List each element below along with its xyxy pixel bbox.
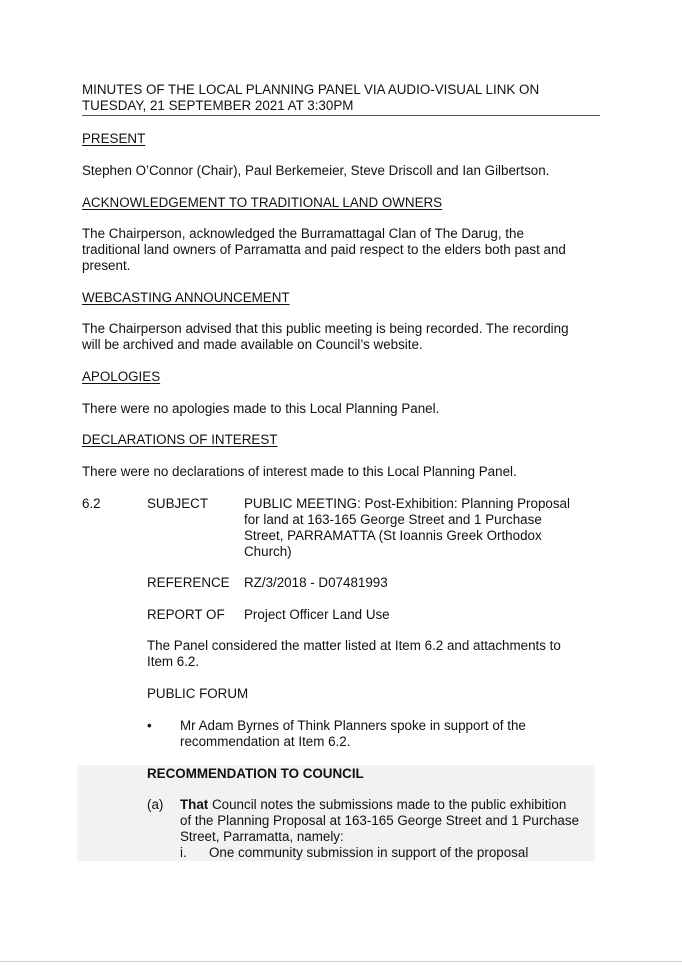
considered-line-2: Item 6.2. (147, 654, 200, 669)
report-label: REPORT OF (147, 607, 225, 622)
minutes-title (82, 82, 539, 114)
title-line-1: MINUTES OF THE LOCAL PLANNING PANEL VIA AUDIO-VISUAL LINK ON (82, 82, 540, 97)
forum-line-2: recommendation at Item 6.2. (180, 734, 351, 749)
report-value: Project Officer Land Use (244, 607, 390, 622)
subject-line-2: for land at 163-165 George Street and 1 Purchase (244, 512, 542, 527)
page-bottom-edge (0, 961, 682, 962)
rec-bold-that: That (180, 797, 209, 812)
webcasting-heading: WEBCASTING ANNOUNCEMENT (82, 290, 290, 305)
reference-value: RZ/3/2018 - D07481993 (244, 575, 388, 590)
apologies-text: There were no apologies made to this Local Planning Panel. (82, 401, 440, 416)
acknowledgement-line-2: traditional land owners of Parramatta and paid respect to the elders both past and (82, 242, 566, 257)
acknowledgement-text (82, 226, 566, 274)
considered-line-1: The Panel considered the matter listed at Item 6.2 and attachments to (147, 638, 561, 653)
reference-label: REFERENCE (147, 575, 230, 590)
rec-line-1-rest: Council notes the submissions made to the public exhibition (208, 797, 567, 812)
declarations-text: There were no declarations of interest made to this Local Planning Panel. (82, 464, 517, 479)
webcasting-line-2: will be archived and made available on Council’s website. (82, 337, 423, 352)
sub-marker: i. (180, 845, 187, 860)
forum-item (180, 718, 526, 750)
rec-line-3: Street, Parramatta, namely: (180, 829, 344, 844)
bullet-marker: • (147, 718, 152, 733)
considered-text (147, 638, 561, 670)
forum-line-1: Mr Adam Byrnes of Think Planners spoke in support of the (180, 718, 526, 733)
item-number: 6.2 (82, 496, 101, 511)
declarations-heading: DECLARATIONS OF INTEREST (82, 432, 278, 447)
acknowledgement-line-3: present. (82, 258, 131, 273)
rec-marker: (a) (147, 797, 164, 812)
rec-line-2: of the Planning Proposal at 163-165 George Street and 1 Purchase (180, 813, 580, 828)
webcasting-line-1: The Chairperson advised that this public meeting is being recorded. The recording (82, 321, 569, 336)
subject-line-4: Church) (244, 544, 292, 559)
recommendation-text (180, 797, 579, 845)
rec-line-1 (180, 797, 579, 813)
apologies-heading: APOLOGIES (82, 369, 161, 384)
sub-item-text: One community submission in support of the proposal (209, 845, 529, 860)
title-divider (82, 115, 600, 116)
webcasting-text (82, 321, 569, 353)
public-forum-heading: PUBLIC FORUM (147, 686, 249, 701)
acknowledgement-heading: ACKNOWLEDGEMENT TO TRADITIONAL LAND OWNERS (82, 195, 443, 210)
subject-line-1: PUBLIC MEETING: Post-Exhibition: Planning Proposal (244, 496, 570, 511)
subject-label: SUBJECT (147, 496, 209, 511)
present-heading: PRESENT (82, 131, 146, 146)
subject-line-3: Street, PARRAMATTA (St Ioannis Greek Orthodox (244, 528, 542, 543)
title-line-2: TUESDAY, 21 SEPTEMBER 2021 AT 3:30PM (82, 98, 354, 113)
present-text: Stephen O’Connor (Chair), Paul Berkemeier, Steve Driscoll and Ian Gilbertson. (82, 163, 550, 178)
subject-value (244, 496, 570, 560)
acknowledgement-line-1: The Chairperson, acknowledged the Burramattagal Clan of The Darug, the (82, 226, 524, 241)
recommendation-heading: RECOMMENDATION TO COUNCIL (147, 766, 364, 781)
